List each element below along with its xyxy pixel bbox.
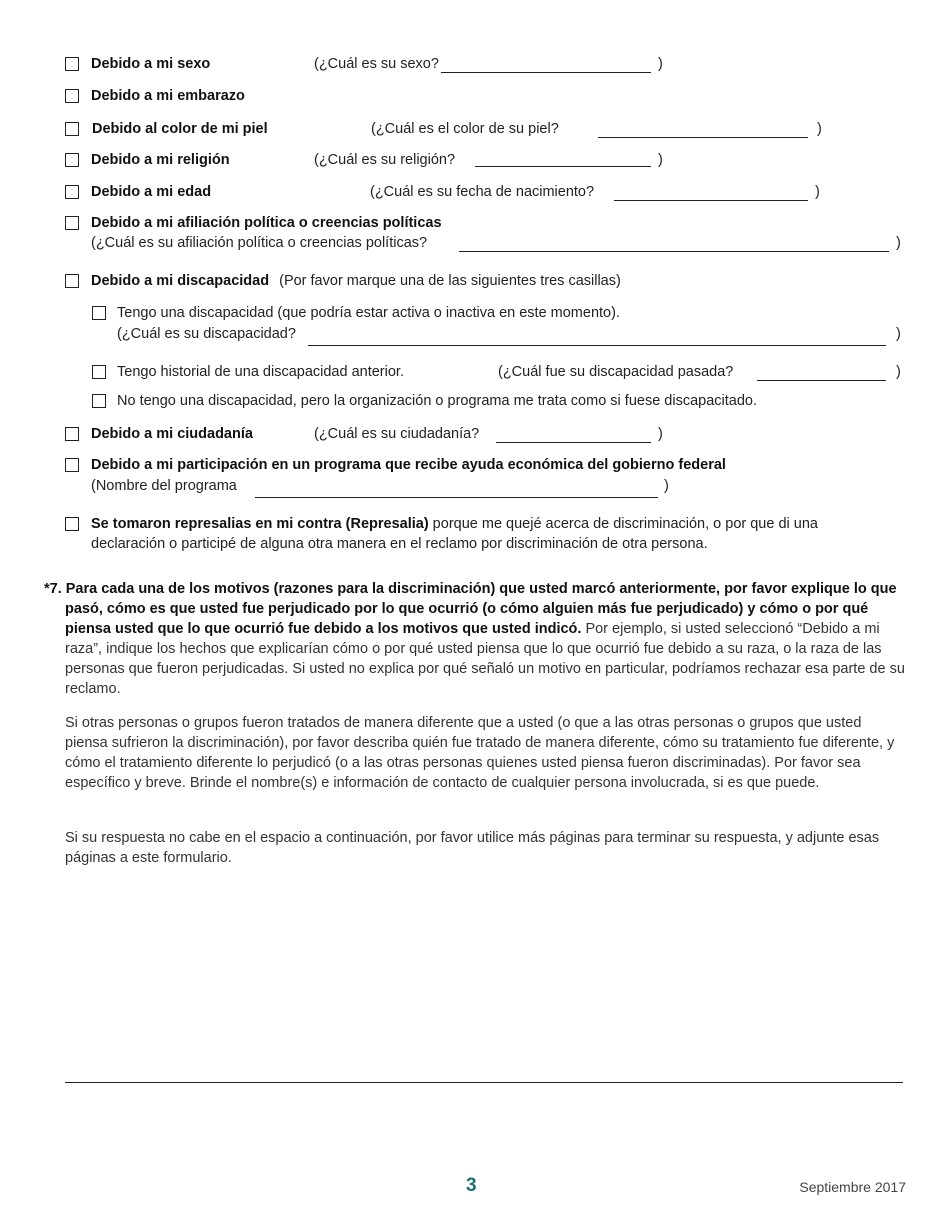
question-7-heading: *7. Para cada una de los motivos (razones para la discriminación) que usted marcó anteriormente, por favor explique lo que pasó, cómo es que usted fue perjudicado por lo que ocurrió (o cómo alguien más fue perjudicado) y cómo o por qué piensa usted que lo que ocurrió fue debido a los motivos que usted indicó. xyxy=(44,581,897,637)
discapacidad-sub2-checkbox[interactable] xyxy=(92,365,106,379)
represalia-checkbox[interactable] xyxy=(65,517,79,531)
politica-label: Debido a mi afiliación política o creencias políticas xyxy=(91,215,442,231)
sexo-input[interactable] xyxy=(441,72,651,73)
question-7-text: Por ejemplo, si usted seleccionó “Debido a mi raza”, indique los hechos que explicarían cómo o por qué usted piensa que lo que ocurrió fue debido a su raza, o la raza de las personas que fueron perjudicadas. Si usted no explica por qué señaló un motivo en particular, podríamos rechazar esa parte de su reclamo. xyxy=(65,621,905,697)
programa-input[interactable] xyxy=(255,497,658,498)
discapacidad-sub3-checkbox[interactable] xyxy=(92,394,106,408)
sexo-question: (¿Cuál es su sexo? xyxy=(314,56,439,72)
close-paren: ) xyxy=(896,235,901,251)
close-paren: ) xyxy=(658,426,663,442)
politica-question: (¿Cuál es su afiliación política o creencias políticas? xyxy=(91,235,428,251)
question-7-paragraph-3: Si su respuesta no cabe en el espacio a continuación, por favor utilice más páginas para terminar su respuesta, y adjunte esas páginas a este formulario. xyxy=(65,830,880,866)
discapacidad-checkbox[interactable] xyxy=(65,274,79,288)
discapacidad-sub1-input[interactable] xyxy=(308,345,886,346)
discapacidad-sub2-input[interactable] xyxy=(757,380,886,381)
close-paren: ) xyxy=(658,56,663,72)
answer-line[interactable] xyxy=(65,1082,903,1083)
discapacidad-note: (Por favor marque una de las siguientes tres casillas) xyxy=(279,273,621,289)
programa-label: Debido a mi participación en un programa que recibe ayuda económica del gobierno federal xyxy=(91,457,726,473)
programa-checkbox[interactable] xyxy=(65,458,79,472)
color-question: (¿Cuál es el color de su piel? xyxy=(371,121,559,137)
close-paren: ) xyxy=(815,184,820,200)
close-paren: ) xyxy=(896,326,901,342)
sexo-checkbox[interactable] xyxy=(65,57,79,71)
represalia-label: Se tomaron represalias en mi contra (Represalia) xyxy=(91,516,429,532)
represalia-text: porque me quejé acerca de discriminación, o por que di una xyxy=(428,516,818,532)
represalia-row xyxy=(91,515,818,533)
footer-date: Septiembre 2017 xyxy=(799,1179,906,1195)
embarazo-label: Debido a mi embarazo xyxy=(91,88,245,104)
religion-input[interactable] xyxy=(475,166,651,167)
discapacidad-sub1-question: (¿Cuál es su discapacidad? xyxy=(117,326,296,342)
religion-question: (¿Cuál es su religión? xyxy=(314,152,456,168)
ciudadania-checkbox[interactable] xyxy=(65,427,79,441)
politica-input[interactable] xyxy=(459,251,889,252)
close-paren: ) xyxy=(817,121,822,137)
close-paren: ) xyxy=(664,478,669,494)
programa-question: (Nombre del programa xyxy=(91,478,237,494)
close-paren: ) xyxy=(896,364,901,380)
represalia-text-2: declaración o participé de alguna otra manera en el reclamo por discriminación de otra persona. xyxy=(91,536,708,552)
edad-question: (¿Cuál es su fecha de nacimiento? xyxy=(370,184,595,200)
discapacidad-sub2-label: Tengo historial de una discapacidad anterior. xyxy=(117,364,404,380)
question-7-paragraph-2: Si otras personas o grupos fueron tratados de manera diferente que a usted (o que a las otras personas o grupos que usted piensa sufrieron la discriminación), por favor describa quién fue tratado de manera diferente, cómo su tratamiento fue diferente, y cómo el tratamiento diferente lo perjudicó (o a las otras personas quienes usted piensa fueron discriminadas). Por favor sea específico y breve. Brinde el nombre(s) e información de contacto de cualquier persona involucrada, si es que puede. xyxy=(65,715,895,791)
edad-input[interactable] xyxy=(614,200,808,201)
religion-label: Debido a mi religión xyxy=(91,152,230,168)
ciudadania-input[interactable] xyxy=(496,442,651,443)
question-7 xyxy=(44,579,906,699)
discapacidad-sub2-question: (¿Cuál fue su discapacidad pasada? xyxy=(498,364,734,380)
edad-label: Debido a mi edad xyxy=(91,184,212,200)
ciudadania-question: (¿Cuál es su ciudadanía? xyxy=(314,426,480,442)
discapacidad-label: Debido a mi discapacidad xyxy=(91,273,270,289)
color-input[interactable] xyxy=(598,137,808,138)
embarazo-checkbox[interactable] xyxy=(65,89,79,103)
discapacidad-sub1-checkbox[interactable] xyxy=(92,306,106,320)
discapacidad-sub1-label: Tengo una discapacidad (que podría estar activa o inactiva en este momento). xyxy=(117,305,620,321)
close-paren: ) xyxy=(658,152,663,168)
religion-checkbox[interactable] xyxy=(65,153,79,167)
page-number: 3 xyxy=(466,1175,477,1196)
discapacidad-sub3-label: No tengo una discapacidad, pero la organización o programa me trata como si fuese discapacitado. xyxy=(117,393,757,409)
politica-checkbox[interactable] xyxy=(65,216,79,230)
sexo-label: Debido a mi sexo xyxy=(91,56,211,72)
ciudadania-label: Debido a mi ciudadanía xyxy=(91,426,253,442)
color-label: Debido al color de mi piel xyxy=(92,121,268,137)
color-checkbox[interactable] xyxy=(65,122,79,136)
discapacidad-row xyxy=(91,272,621,290)
edad-checkbox[interactable] xyxy=(65,185,79,199)
